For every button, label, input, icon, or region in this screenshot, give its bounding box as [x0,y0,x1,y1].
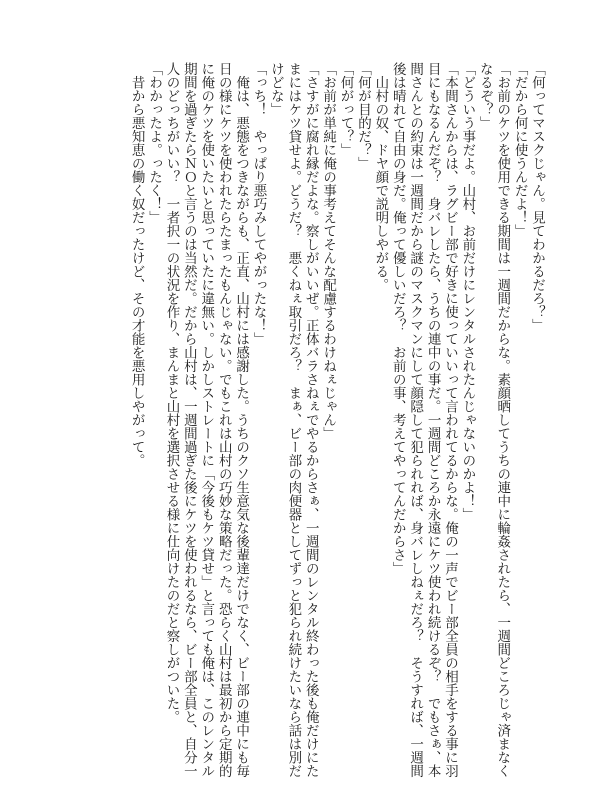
text-line: 俺は、悪態をつきながらも、正直、山村には感謝した。うちのクソ生意気な後輩達だけでなく、ビー部の連中にも毎 [233,62,250,778]
text-line: 後は晴れて自由の身だ。俺って優しいだろ？ お前の事、考えてやってんだからさ」 [389,62,406,575]
vertical-text-body [127,62,545,778]
text-line: に俺のケツを使いたいと思っていたに違無い。しかしストレートに「今後もケツ貸せ」と言っても俺は、このレンタル [198,62,215,778]
text-line: 「だから何に使うんだよ！」 [511,62,528,238]
text-line: 人のどっちがいい？ 一者択一の状況を作り、まんまと山村を選択させる様に仕向けたのだと察しがついた。 [163,62,180,724]
text-line: 「っち！ やっぱり悪巧みしてやがったな！」 [250,62,267,346]
text-line: 「本間さんからは、ラグビー部で好きに使っていいって言われてるからな。俺の一声でビー部全員の相手をする事に羽 [441,62,458,778]
text-line: 「何ってマスクじゃん。見てわかるだろ？」 [529,62,545,332]
text-line: なるぞ？」 [476,62,493,130]
text-line: 間さんとの約束は一週間だから謎のマスクマンにして顔隠して犯られれば、身バレしねぇだろ？ そうすれば、一週間 [407,62,424,778]
text-line: 「わかったよ。ったく！」 [146,62,163,224]
text-line: まにはケツ貸せよ。どうだ？ 悪くねぇ取引だろ？ まぁ、ビー部の肉便器としてずっと犯られ続けたいなら話は別だ [285,62,302,778]
text-line: 「何がって？」 [337,62,354,157]
text-line: 「さすがに腐れ縁だよな。察しがいいぜ。正体バラさねぇでやるからさぁ、一週間のレンタル終わった後も俺だけにた [302,62,319,778]
text-line: 目にもなるんだぞ？ 身バレしたら、うちの連中の事だ。一週間どころか永遠にケツ使われ続けるぞ？ でもさぁ、本 [424,62,441,778]
text-line: 「どういう事だよ。山村、お前だけにレンタルされたんじゃないのかよ！」 [459,62,476,521]
text-line: 「何が目的だ？」 [354,62,371,170]
text-line: 日の様にケツを使われたらたまったもんじゃない。でもこれは山村の巧妙な策略だった。恐らく山村は最初から定期的 [215,62,232,778]
text-line: 期間を過ぎたらＮＯと言うのは当然だ。だから山村は、一週間過ぎた後にケツを使われるなら、ビー部全員と、自分一 [180,62,197,778]
text-line: 昔から悪知恵の働く奴だったけど、その才能を悪用しやがって。 [128,62,145,467]
text-line: 「お前が単純に俺の事考えてそんな配慮するわけねぇじゃん」 [320,62,337,440]
text-line: 「お前のケツを使用できる期間は一週間だからな。素顔晒してうちの連中に輪姦されたら、一週間どころじゃ済まなく [494,62,511,778]
text-line: 山村の奴、ドヤ顔で説明しやがる。 [372,62,389,292]
text-line: けどな」 [267,62,284,116]
